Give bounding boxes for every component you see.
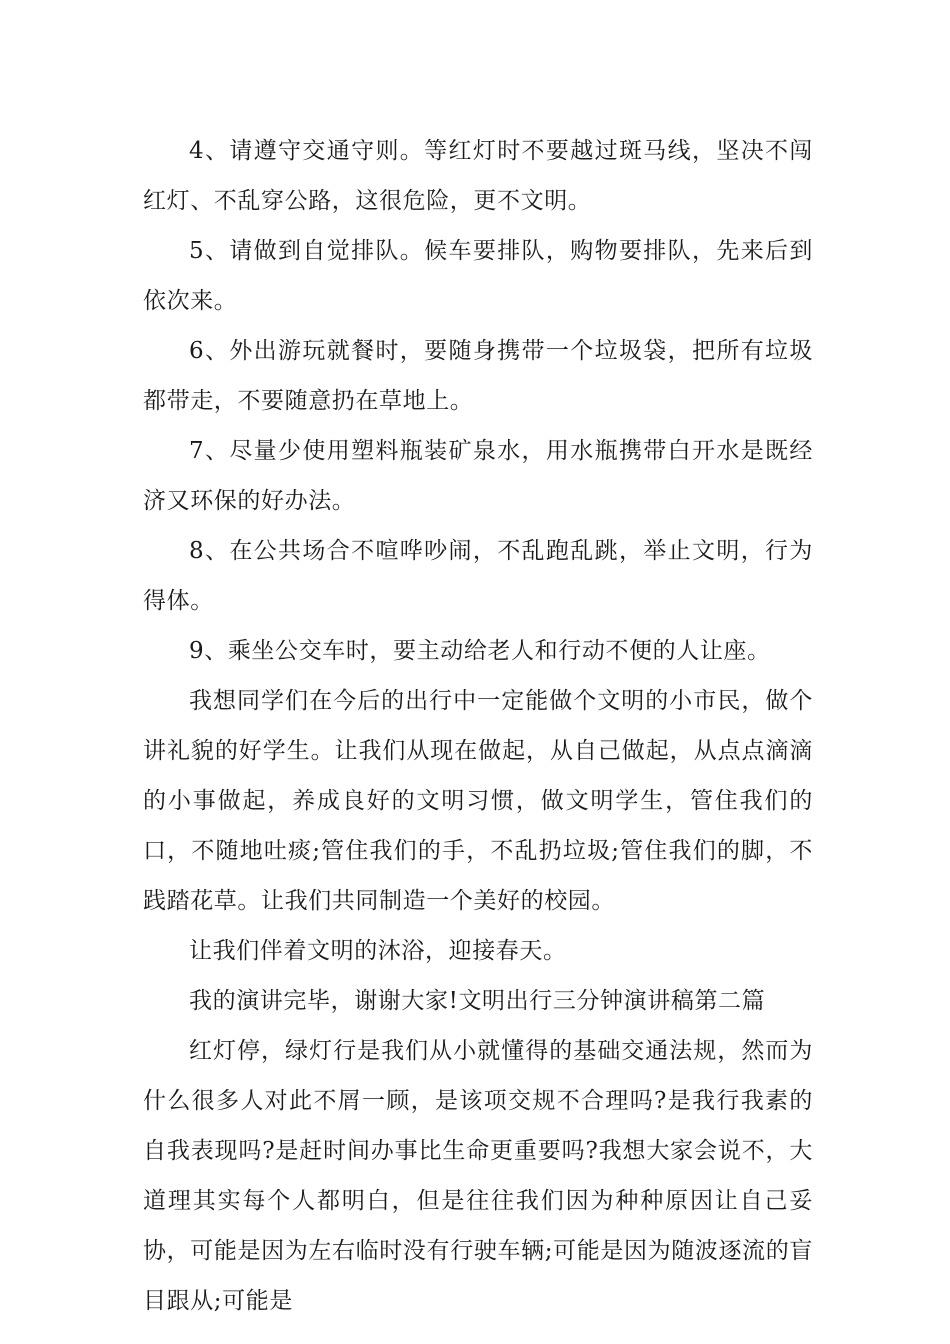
paragraph-rule-9: 9、乘坐公交车时，要主动给老人和行动不便的人让座。 bbox=[189, 638, 771, 664]
paragraph-traffic-lights: 红灯停，绿灯行是我们从小就懂得的基础交通法规，然而为什么很多人对此不屑一顾，是该项交规不合理吗?是我行我素的自我表现吗?是赶时间办事比生命更重要吗?我想大家会说不，大道理其实每个人都明白，但是往往我们因为种种原因让自己妥协，可能是因为左右临时没有行驶车辆;可能是因为随波逐流的盲目跟从;可能是 bbox=[143, 1038, 813, 1314]
paragraph-rule-5: 5、请做到自觉排队。候车要排队，购物要排队，先来后到依次来。 bbox=[143, 238, 813, 314]
paragraph-closing-and-second-title: 我的演讲完毕，谢谢大家!文明出行三分钟演讲稿第二篇 bbox=[189, 988, 766, 1014]
paragraph-spring: 让我们伴着文明的沐浴，迎接春天。 bbox=[189, 938, 567, 964]
paragraph-rule-6: 6、外出游玩就餐时，要随身携带一个垃圾袋，把所有垃圾都带走，不要随意扔在草地上。 bbox=[143, 338, 813, 414]
paragraph-rule-4: 4、请遵守交通守则。等红灯时不要越过斑马线，坚决不闯红灯、不乱穿公路，这很危险，更不文明。 bbox=[143, 138, 813, 214]
paragraph-call-to-action: 我想同学们在今后的出行中一定能做个文明的小市民，做个讲礼貌的好学生。让我们从现在做起，从自己做起，从点点滴滴的小事做起，养成良好的文明习惯，做文明学生，管住我们的口，不随地吐痰;管住我们的手，不乱扔垃圾;管住我们的脚，不践踏花草。让我们共同制造一个美好的校园。 bbox=[143, 688, 813, 914]
document-body bbox=[143, 126, 813, 1326]
paragraph-rule-7: 7、尽量少使用塑料瓶装矿泉水，用水瓶携带白开水是既经济又环保的好办法。 bbox=[143, 438, 813, 514]
paragraph-rule-8: 8、在公共场合不喧哗吵闹，不乱跑乱跳，举止文明，行为得体。 bbox=[143, 538, 813, 614]
